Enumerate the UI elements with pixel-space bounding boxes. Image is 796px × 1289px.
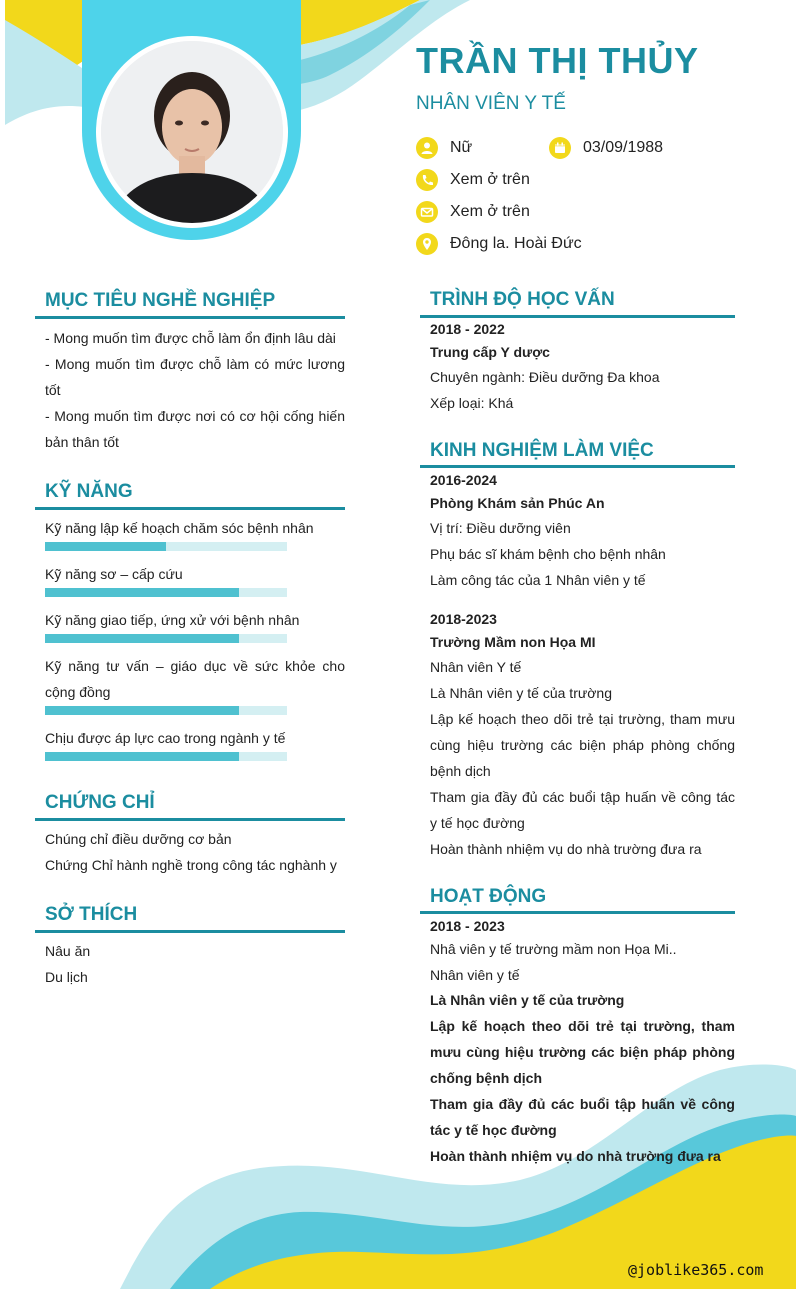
person-icon (416, 137, 438, 159)
activity-line: Nhân viên y tế (430, 967, 520, 983)
email-value: Xem ở trên (450, 203, 530, 220)
job-line: Nhân viên Y tế (430, 659, 522, 675)
activity-line: Lập kế hoạch theo dõi trẻ tại trường, tham mưu cùng hiệu trường các biện pháp phòng chống bệnh dịch (430, 1018, 735, 1086)
skill-label: Kỹ năng lập kế hoạch chăm sóc bệnh nhân (45, 520, 314, 536)
birthdate-value: 03/09/1988 (583, 139, 664, 156)
skill-item (45, 515, 345, 551)
activity-line: Là Nhân viên y tế của trường (430, 992, 625, 1008)
address-value: Đông la. Hoài Đức (450, 235, 582, 252)
footer-watermark: @joblike365.com (628, 1261, 764, 1279)
skill-bar (45, 752, 287, 761)
skill-bar (45, 706, 287, 715)
skill-label: Kỹ năng giao tiếp, ứng xử với bệnh nhân (45, 612, 300, 628)
email-row (416, 201, 530, 223)
mail-icon (416, 201, 438, 223)
hobbies-title: SỞ THÍCH (45, 904, 138, 925)
birthdate-row (549, 137, 663, 159)
certificates-divider (35, 818, 345, 821)
activity-line: Hoàn thành nhiệm vụ do nhà trường đưa ra (430, 1148, 721, 1164)
certificate-item: Chứng Chỉ hành nghề trong công tác nghành y (45, 857, 337, 873)
phone-row (416, 169, 530, 191)
skill-label: Kỹ năng sơ – cấp cứu (45, 566, 183, 582)
candidate-role: NHÂN VIÊN Y TẾ (416, 93, 566, 114)
hobbies-list (45, 938, 345, 990)
job-line: Lập kế hoạch theo dõi trẻ tại trường, tham mưu cùng hiệu trường các biện pháp phòng chống bệnh dịch (430, 711, 735, 779)
job-line: Hoàn thành nhiệm vụ do nhà trường đưa ra (430, 841, 702, 857)
skill-bar-fill (45, 634, 239, 643)
job-period: 2018-2023 (430, 611, 497, 627)
job-line: Tham gia đầy đủ các buổi tập huấn về công tác y tế học đường (430, 789, 735, 831)
job-details (430, 654, 735, 862)
education-grade: Xếp loại: Khá (430, 395, 514, 411)
education-period-text: 2018 - 2022 (430, 321, 505, 337)
education-details (430, 364, 735, 416)
phone-value: Xem ở trên (450, 171, 530, 188)
address-row (416, 233, 582, 255)
job-line: Phụ bác sĩ khám bệnh cho bệnh nhân (430, 546, 666, 562)
job-details (430, 515, 735, 593)
candidate-name: TRẦN THỊ THỦY (416, 40, 699, 81)
job-company: Phòng Khám sản Phúc An (430, 495, 605, 511)
job-period: 2016-2024 (430, 472, 497, 488)
hobby-item: Nâu ăn (45, 943, 91, 959)
objective-title: MỤC TIÊU NGHỀ NGHIỆP (45, 290, 276, 311)
skill-item (45, 653, 345, 715)
certificate-item: Chúng chỉ điều dưỡng cơ bản (45, 831, 232, 847)
hobbies-divider (35, 930, 345, 933)
skill-bar-fill (45, 752, 239, 761)
skill-bar-fill (45, 706, 239, 715)
education-title: TRÌNH ĐỘ HỌC VẤN (430, 289, 615, 310)
skill-bar-fill (45, 542, 166, 551)
certificates-title: CHỨNG CHỈ (45, 792, 155, 813)
skill-item (45, 725, 345, 761)
gender-row (416, 137, 472, 159)
skill-bar (45, 542, 287, 551)
objective-list (45, 325, 345, 455)
skill-label: Kỹ năng tư vấn – giáo dục về sức khỏe cho cộng đồng (45, 658, 345, 700)
profile-photo (101, 41, 283, 223)
objective-divider (35, 316, 345, 319)
skill-label: Chịu được áp lực cao trong ngành y tế (45, 730, 286, 746)
activities-list (430, 936, 735, 988)
education-period (430, 317, 735, 341)
objective-item: - Mong muốn tìm được chỗ làm ổn định lâu dài (45, 330, 336, 346)
skills-divider (35, 507, 345, 510)
education-major: Chuyên ngành: Điều dưỡng Đa khoa (430, 369, 660, 385)
activities-period: 2018 - 2023 (430, 918, 505, 934)
hobby-item: Du lịch (45, 969, 88, 985)
location-icon (416, 233, 438, 255)
calendar-icon (549, 137, 571, 159)
skills-title: KỸ NĂNG (45, 481, 133, 502)
activity-line: Nhâ viên y tế trường mầm non Họa Mi.. (430, 941, 677, 957)
activities-bold-list (430, 987, 735, 1169)
gender-value: Nữ (450, 139, 473, 156)
activity-line: Tham gia đầy đủ các buổi tập huấn về công tác y tế học đường (430, 1096, 735, 1138)
activities-title: HOẠT ĐỘNG (430, 886, 547, 907)
job-line: Làm công tác của 1 Nhân viên y tế (430, 572, 646, 588)
phone-icon (416, 169, 438, 191)
objective-item: - Mong muốn tìm được chỗ làm có mức lương tốt (45, 356, 345, 398)
education-school: Trung cấp Y dược (430, 344, 550, 360)
experience-title: KINH NGHIỆM LÀM VIỆC (430, 440, 654, 461)
skill-item (45, 607, 345, 643)
objective-item: - Mong muốn tìm được nơi có cơ hội cống hiến bản thân tốt (45, 408, 345, 450)
skill-bar (45, 634, 287, 643)
job-line: Là Nhân viên y tế của trường (430, 685, 612, 701)
skill-bar-fill (45, 588, 239, 597)
skill-item (45, 561, 345, 597)
certificates-list (45, 826, 345, 878)
skill-bar (45, 588, 287, 597)
job-company: Trường Mầm non Họa MI (430, 634, 596, 650)
job-line: Vị trí: Điều dưỡng viên (430, 520, 571, 536)
